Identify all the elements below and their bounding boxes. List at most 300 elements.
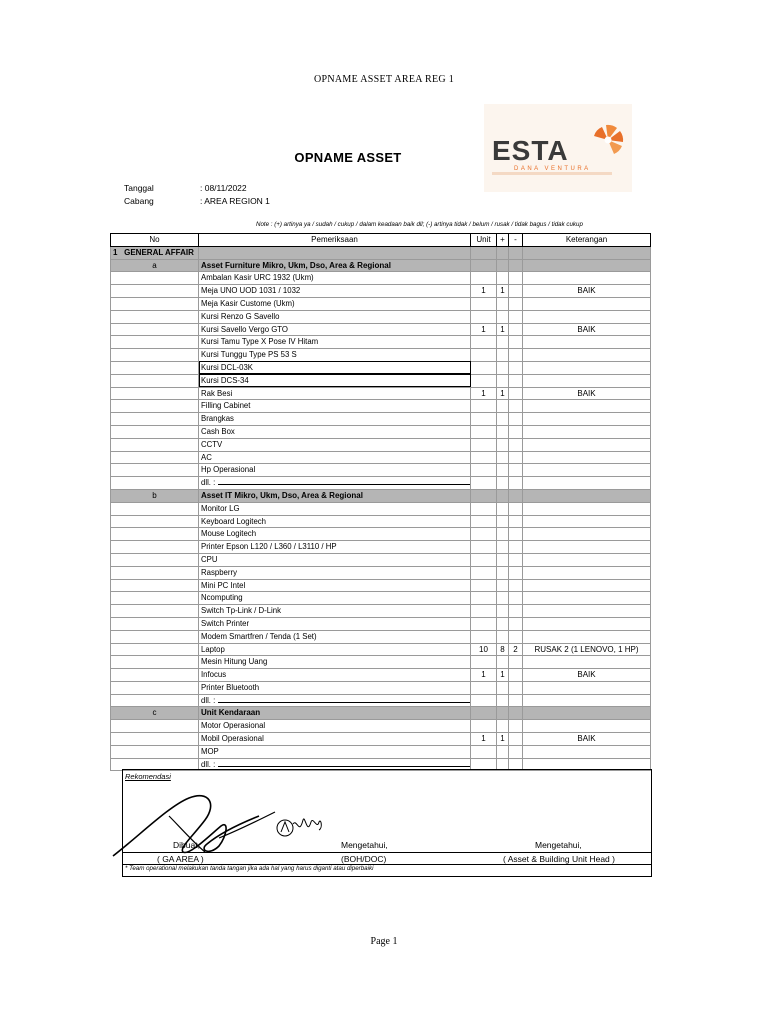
- item-plus: [497, 592, 509, 605]
- item-unit: [471, 579, 497, 592]
- item-remarks: [523, 579, 651, 592]
- item-name: Mouse Logitech: [199, 528, 471, 541]
- row-no-cell: [111, 617, 199, 630]
- table-row: [111, 272, 651, 285]
- table-row: [111, 438, 651, 451]
- item-unit: 1: [471, 285, 497, 298]
- item-plus: [497, 720, 509, 733]
- item-unit: [471, 605, 497, 618]
- item-name: Keyboard Logitech: [199, 515, 471, 528]
- item-plus: [497, 425, 509, 438]
- item-unit: 1: [471, 733, 497, 746]
- table-row: [111, 374, 651, 387]
- row-no-cell: [111, 425, 199, 438]
- item-name: Modem Smartfren / Tenda (1 Set): [199, 630, 471, 643]
- row-no-cell: [111, 374, 199, 387]
- item-name: Monitor LG: [199, 502, 471, 515]
- group-row-b: [111, 489, 651, 502]
- item-unit: [471, 400, 497, 413]
- item-unit: 1: [471, 323, 497, 336]
- item-plus: [497, 745, 509, 758]
- item-name: CCTV: [199, 438, 471, 451]
- row-no-cell: [111, 336, 199, 349]
- item-minus: [509, 336, 523, 349]
- item-plus: [497, 681, 509, 694]
- table-row: [111, 464, 651, 477]
- table-row: [111, 669, 651, 682]
- made-by-label: Dibuat,: [173, 840, 200, 850]
- row-no-cell: [111, 502, 199, 515]
- table-header-row: [111, 234, 651, 247]
- item-name: Brangkas: [199, 413, 471, 426]
- table-row: [111, 566, 651, 579]
- item-remarks: [523, 451, 651, 464]
- item-unit: [471, 502, 497, 515]
- item-plus: 1: [497, 733, 509, 746]
- row-no-cell: [111, 297, 199, 310]
- item-minus: [509, 464, 523, 477]
- item-minus: [509, 297, 523, 310]
- item-plus: [497, 515, 509, 528]
- item-plus: [497, 502, 509, 515]
- group-letter: a: [111, 259, 199, 272]
- group-empty-cell: [509, 489, 523, 502]
- header-check: Pemeriksaan: [199, 234, 471, 247]
- other-cell: [199, 477, 471, 490]
- item-remarks: BAIK: [523, 285, 651, 298]
- item-unit: [471, 349, 497, 362]
- item-plus: [497, 464, 509, 477]
- empty-cell: [497, 694, 509, 707]
- item-unit: [471, 656, 497, 669]
- group-empty-cell: [509, 707, 523, 720]
- item-remarks: [523, 528, 651, 541]
- esta-logo: [484, 104, 632, 192]
- other-label: dll. :: [201, 478, 216, 488]
- row-no-cell: [111, 477, 199, 490]
- item-unit: [471, 310, 497, 323]
- item-name: Printer Bluetooth: [199, 681, 471, 694]
- row-no-cell: [111, 413, 199, 426]
- table-row: [111, 285, 651, 298]
- made-by-role: ( GA AREA ): [157, 854, 204, 864]
- item-remarks: [523, 464, 651, 477]
- item-minus: [509, 502, 523, 515]
- item-unit: [471, 374, 497, 387]
- item-remarks: [523, 438, 651, 451]
- item-unit: 1: [471, 387, 497, 400]
- item-remarks: BAIK: [523, 669, 651, 682]
- item-plus: [497, 605, 509, 618]
- row-no-cell: [111, 272, 199, 285]
- table-row: [111, 323, 651, 336]
- esta-logo-graphic: [484, 104, 632, 192]
- item-name: Meja Kasir Custome (Ukm): [199, 297, 471, 310]
- item-minus: [509, 387, 523, 400]
- row-no-cell: [111, 515, 199, 528]
- item-unit: [471, 528, 497, 541]
- asset-table-body: [111, 234, 651, 771]
- item-name: Raspberry: [199, 566, 471, 579]
- header-title: OPNAME ASSET AREA REG 1: [313, 74, 455, 85]
- empty-cell: [523, 694, 651, 707]
- item-unit: [471, 336, 497, 349]
- page-number: Page 1: [370, 936, 398, 947]
- item-minus: 2: [509, 643, 523, 656]
- date-label: Tanggal: [124, 183, 154, 193]
- known-by-label: Mengetahui,: [341, 840, 388, 850]
- item-unit: [471, 541, 497, 554]
- item-remarks: [523, 515, 651, 528]
- item-minus: [509, 272, 523, 285]
- item-minus: [509, 438, 523, 451]
- table-row: [111, 630, 651, 643]
- item-unit: [471, 413, 497, 426]
- item-name: Kursi Renzo G Savello: [199, 310, 471, 323]
- item-remarks: [523, 374, 651, 387]
- table-row: [111, 425, 651, 438]
- row-no-cell: [111, 464, 199, 477]
- known-by-role-2: ( Asset & Building Unit Head ): [503, 854, 615, 864]
- item-remarks: [523, 502, 651, 515]
- section-cell: [111, 246, 199, 259]
- item-name: Mobil Operasional: [199, 733, 471, 746]
- other-fill-line: [218, 484, 470, 485]
- row-no-cell: [111, 720, 199, 733]
- group-title: Asset IT Mikro, Ukm, Dso, Area & Regional: [199, 489, 471, 502]
- item-name: Laptop: [199, 643, 471, 656]
- item-unit: [471, 617, 497, 630]
- item-remarks: [523, 541, 651, 554]
- empty-cell: [471, 477, 497, 490]
- item-unit: [471, 630, 497, 643]
- item-remarks: [523, 630, 651, 643]
- table-row: [111, 310, 651, 323]
- item-remarks: [523, 272, 651, 285]
- item-name: Ncomputing: [199, 592, 471, 605]
- item-name: Hp Operasional: [199, 464, 471, 477]
- footnote: * Team operational melakukan tanda tangan jika ada hal yang harus diganti atau diperbaiki: [125, 865, 374, 872]
- item-unit: [471, 515, 497, 528]
- known-by-label-2: Mengetahui,: [535, 840, 582, 850]
- item-remarks: [523, 297, 651, 310]
- item-name: CPU: [199, 553, 471, 566]
- item-remarks: BAIK: [523, 387, 651, 400]
- item-plus: [497, 617, 509, 630]
- item-plus: [497, 336, 509, 349]
- item-minus: [509, 323, 523, 336]
- item-plus: [497, 272, 509, 285]
- header-minus: -: [509, 234, 523, 247]
- item-name: Switch Printer: [199, 617, 471, 630]
- row-no-cell: [111, 566, 199, 579]
- item-minus: [509, 400, 523, 413]
- other-row: [111, 694, 651, 707]
- item-name: Kursi Tamu Type X Pose IV Hitam: [199, 336, 471, 349]
- table-row: [111, 515, 651, 528]
- row-no-cell: [111, 323, 199, 336]
- group-empty-cell: [509, 259, 523, 272]
- item-unit: [471, 592, 497, 605]
- empty-cell: [497, 477, 509, 490]
- row-no-cell: [111, 528, 199, 541]
- recommendation-label: Rekomendasi: [125, 772, 171, 781]
- group-row-c: [111, 707, 651, 720]
- row-no-cell: [111, 541, 199, 554]
- empty-cell: [509, 477, 523, 490]
- group-empty-cell: [497, 259, 509, 272]
- signature-divider: [123, 852, 651, 853]
- row-no-cell: [111, 669, 199, 682]
- item-plus: [497, 438, 509, 451]
- item-plus: 1: [497, 285, 509, 298]
- item-minus: [509, 669, 523, 682]
- branch-label: Cabang: [124, 196, 154, 206]
- item-plus: [497, 579, 509, 592]
- header-plus: +: [497, 234, 509, 247]
- asset-table: [110, 233, 651, 771]
- item-name: MOP: [199, 745, 471, 758]
- item-minus: [509, 605, 523, 618]
- item-unit: [471, 745, 497, 758]
- row-no-cell: [111, 605, 199, 618]
- table-row: [111, 745, 651, 758]
- table-row: [111, 579, 651, 592]
- item-minus: [509, 515, 523, 528]
- item-name: Kursi DCL-03K: [199, 361, 471, 374]
- item-remarks: [523, 425, 651, 438]
- item-remarks: [523, 681, 651, 694]
- row-no-cell: [111, 630, 199, 643]
- legend-note: Note : (+) artinya ya / sudah / cukup / dalam keadaan baik dll; (-) artinya tidak / belum / rusak / tidak bagus / tidak cukup: [256, 221, 583, 228]
- logo-wordmark: ESTA: [492, 135, 569, 166]
- group-empty-cell: [471, 707, 497, 720]
- document-title: OPNAME ASSET: [294, 150, 402, 165]
- item-unit: [471, 361, 497, 374]
- section-row: [111, 246, 651, 259]
- table-row: [111, 656, 651, 669]
- item-minus: [509, 681, 523, 694]
- row-no-cell: [111, 387, 199, 400]
- table-row: [111, 361, 651, 374]
- table-row: [111, 336, 651, 349]
- table-row: [111, 502, 651, 515]
- date-value: : 08/11/2022: [200, 183, 247, 193]
- section-title: GENERAL AFFAIR: [124, 247, 194, 257]
- item-remarks: [523, 336, 651, 349]
- item-plus: [497, 374, 509, 387]
- table-row: [111, 297, 651, 310]
- item-name: Motor Operasional: [199, 720, 471, 733]
- table-row: [111, 643, 651, 656]
- group-empty-cell: [497, 489, 509, 502]
- item-name: Meja UNO UOD 1031 / 1032: [199, 285, 471, 298]
- group-title: Asset Furniture Mikro, Ukm, Dso, Area & Regional: [199, 259, 471, 272]
- header-no: No: [111, 234, 199, 247]
- item-unit: [471, 272, 497, 285]
- item-plus: [497, 566, 509, 579]
- group-empty-cell: [497, 707, 509, 720]
- logo-tagline: DANA VENTURA: [514, 166, 591, 172]
- item-unit: [471, 566, 497, 579]
- other-fill-line: [218, 766, 470, 767]
- item-unit: [471, 720, 497, 733]
- item-unit: [471, 681, 497, 694]
- item-unit: [471, 451, 497, 464]
- item-plus: [497, 451, 509, 464]
- item-remarks: [523, 605, 651, 618]
- item-minus: [509, 310, 523, 323]
- item-unit: [471, 553, 497, 566]
- group-empty-cell: [523, 489, 651, 502]
- row-no-cell: [111, 694, 199, 707]
- item-minus: [509, 592, 523, 605]
- header-remarks: Keterangan: [523, 234, 651, 247]
- empty-cell: [471, 694, 497, 707]
- item-minus: [509, 541, 523, 554]
- signature-scribble-boh: [273, 810, 333, 850]
- table-row: [111, 592, 651, 605]
- item-plus: [497, 361, 509, 374]
- item-plus: [497, 656, 509, 669]
- section-number: 1: [113, 247, 118, 257]
- item-name: Infocus: [199, 669, 471, 682]
- item-plus: [497, 349, 509, 362]
- item-plus: [497, 528, 509, 541]
- section-empty: [497, 246, 509, 259]
- item-unit: 1: [471, 669, 497, 682]
- group-empty-cell: [471, 489, 497, 502]
- item-remarks: [523, 349, 651, 362]
- item-minus: [509, 349, 523, 362]
- table-row: [111, 400, 651, 413]
- item-unit: [471, 425, 497, 438]
- item-remarks: [523, 566, 651, 579]
- row-no-cell: [111, 681, 199, 694]
- table-row: [111, 720, 651, 733]
- item-name: Kursi DCS-34: [199, 374, 471, 387]
- item-remarks: [523, 400, 651, 413]
- item-minus: [509, 579, 523, 592]
- other-row: [111, 477, 651, 490]
- item-name: Kursi Savello Vergo GTO: [199, 323, 471, 336]
- item-minus: [509, 656, 523, 669]
- item-plus: [497, 413, 509, 426]
- item-minus: [509, 733, 523, 746]
- item-name: AC: [199, 451, 471, 464]
- row-no-cell: [111, 361, 199, 374]
- section-empty: [199, 246, 471, 259]
- item-plus: 1: [497, 387, 509, 400]
- item-remarks: [523, 361, 651, 374]
- item-minus: [509, 413, 523, 426]
- group-letter: b: [111, 489, 199, 502]
- table-row: [111, 451, 651, 464]
- group-empty-cell: [523, 259, 651, 272]
- empty-cell: [523, 477, 651, 490]
- other-fill-line: [218, 702, 470, 703]
- item-plus: [497, 400, 509, 413]
- item-name: Cash Box: [199, 425, 471, 438]
- item-minus: [509, 630, 523, 643]
- table-row: [111, 349, 651, 362]
- other-cell: [199, 694, 471, 707]
- item-minus: [509, 374, 523, 387]
- item-remarks: [523, 592, 651, 605]
- group-empty-cell: [471, 259, 497, 272]
- row-no-cell: [111, 643, 199, 656]
- branch-row: [124, 196, 270, 206]
- group-row-a: [111, 259, 651, 272]
- table-row: [111, 733, 651, 746]
- row-no-cell: [111, 400, 199, 413]
- item-plus: [497, 553, 509, 566]
- row-no-cell: [111, 553, 199, 566]
- item-name: Filling Cabinet: [199, 400, 471, 413]
- row-no-cell: [111, 733, 199, 746]
- table-row: [111, 553, 651, 566]
- item-minus: [509, 617, 523, 630]
- row-no-cell: [111, 451, 199, 464]
- item-remarks: RUSAK 2 (1 LENOVO, 1 HP): [523, 643, 651, 656]
- item-unit: [471, 297, 497, 310]
- item-minus: [509, 285, 523, 298]
- row-no-cell: [111, 592, 199, 605]
- item-remarks: BAIK: [523, 733, 651, 746]
- row-no-cell: [111, 579, 199, 592]
- table-row: [111, 681, 651, 694]
- item-unit: [471, 438, 497, 451]
- group-letter: c: [111, 707, 199, 720]
- other-label: dll. :: [201, 759, 216, 769]
- item-minus: [509, 361, 523, 374]
- item-name: Printer Epson L120 / L360 / L3110 / HP: [199, 541, 471, 554]
- item-plus: 8: [497, 643, 509, 656]
- section-empty: [523, 246, 651, 259]
- signature-box: [122, 769, 652, 877]
- item-remarks: BAIK: [523, 323, 651, 336]
- row-no-cell: [111, 349, 199, 362]
- item-remarks: [523, 720, 651, 733]
- item-minus: [509, 528, 523, 541]
- item-remarks: [523, 745, 651, 758]
- section-empty: [471, 246, 497, 259]
- row-no-cell: [111, 310, 199, 323]
- item-unit: 10: [471, 643, 497, 656]
- item-remarks: [523, 656, 651, 669]
- item-plus: [497, 310, 509, 323]
- item-minus: [509, 745, 523, 758]
- item-minus: [509, 566, 523, 579]
- item-name: Mini PC Intel: [199, 579, 471, 592]
- item-plus: 1: [497, 323, 509, 336]
- logo-sun-icon: [594, 125, 623, 154]
- row-no-cell: [111, 745, 199, 758]
- item-name: Rak Besi: [199, 387, 471, 400]
- item-remarks: [523, 553, 651, 566]
- table-row: [111, 541, 651, 554]
- header-unit: Unit: [471, 234, 497, 247]
- table-row: [111, 605, 651, 618]
- item-minus: [509, 425, 523, 438]
- table-row: [111, 617, 651, 630]
- other-label: dll. :: [201, 695, 216, 705]
- empty-cell: [509, 694, 523, 707]
- item-minus: [509, 720, 523, 733]
- item-name: Ambalan Kasir URC 1932 (Ukm): [199, 272, 471, 285]
- item-remarks: [523, 617, 651, 630]
- item-remarks: [523, 310, 651, 323]
